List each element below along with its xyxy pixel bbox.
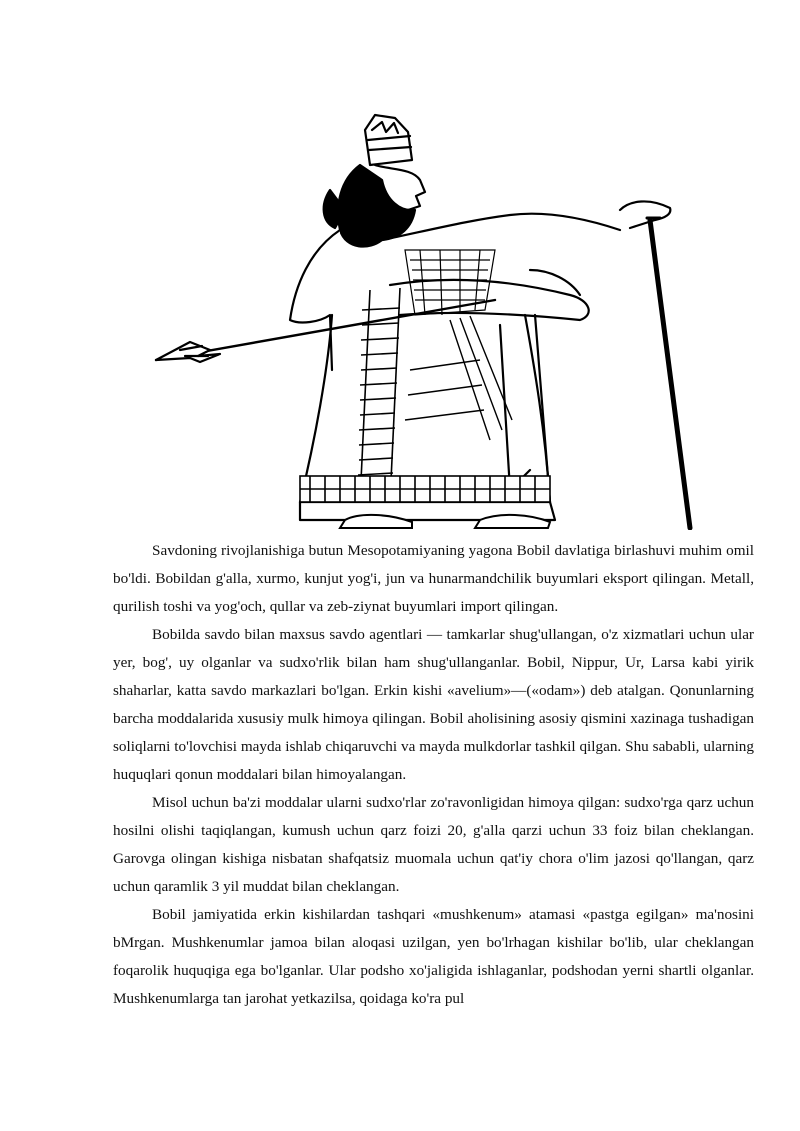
body-text bbox=[113, 537, 754, 1013]
assyrian-king-illustration bbox=[150, 110, 695, 530]
paragraph-2: Bobilda savdo bilan maxsus savdo agentlari — tamkarlar shug'ullangan, o'z xizmatlari uchun ular yer, bog', uy olganlar va sudxo'rlik bilan ham shug'ullanganlar. Bobil, Nippur, Ur, Larsa kabi yirik shaharlar, katta savdo markazlari bo'lgan. Erkin kishi «avelium»—(«odam») deb atalgan. Qonunlarning barcha moddalarida xususiy mulk himoya qilingan. Bobil aholisining asosiy qismini xazinaga tushadigan soliqlarni to'lovchisi mayda ishlab chiqaruvchi va mayda mulkdorlar tashkil qilgan. Shu sababli, ularning huquqlari qonun moddalari bilan himoyalangan. bbox=[113, 626, 754, 783]
king-figure-drawing bbox=[150, 110, 695, 530]
paragraph-1: Savdoning rivojlanishiga butun Mesopotamiyaning yagona Bobil davlatiga birlashuvi muhim omil bo'ldi. Bobildan g'alla, xurmo, kunjut yog'i, jun va hunarmandchilik buyumlari eksport qilingan. Metall, qurilish toshi va yog'och, qullar va zeb-ziynat buyumlari import qilingan. bbox=[113, 542, 754, 615]
paragraph-3: Misol uchun ba'zi moddalar ularni sudxo'rlar zo'ravonligidan himoya qilgan: sudxo'rga qarz uchun hosilni olishi taqiqlangan, kumush uchun qarz foizi 20, g'alla qarzi uchun 33 foiz bilan cheklangan. Garovga olingan kishiga nisbatan shafqatsiz muomala uchun qat'iy chora o'lim jazosi qo'llangan, qarz uchun qaramlik 3 yil muddat bilan cheklangan. bbox=[113, 794, 754, 895]
paragraph-4: Bobil jamiyatida erkin kishilardan tashqari «mushkenum» atamasi «pastga egilgan» ma'nosini bMrgan. Mushkenumlar jamoa bilan aloqasi uzilgan, yen bo'lrhagan kishilar bo'lib, ular cheklangan foqarolik huquqiga ega bo'lganlar. Ular podsho xo'jaligida ishlaganlar, podshodan yerni shartli olganlar. Mushkenumlarga tan jarohat yetkazilsa, qoidaga ko'ra pul bbox=[113, 906, 754, 1007]
